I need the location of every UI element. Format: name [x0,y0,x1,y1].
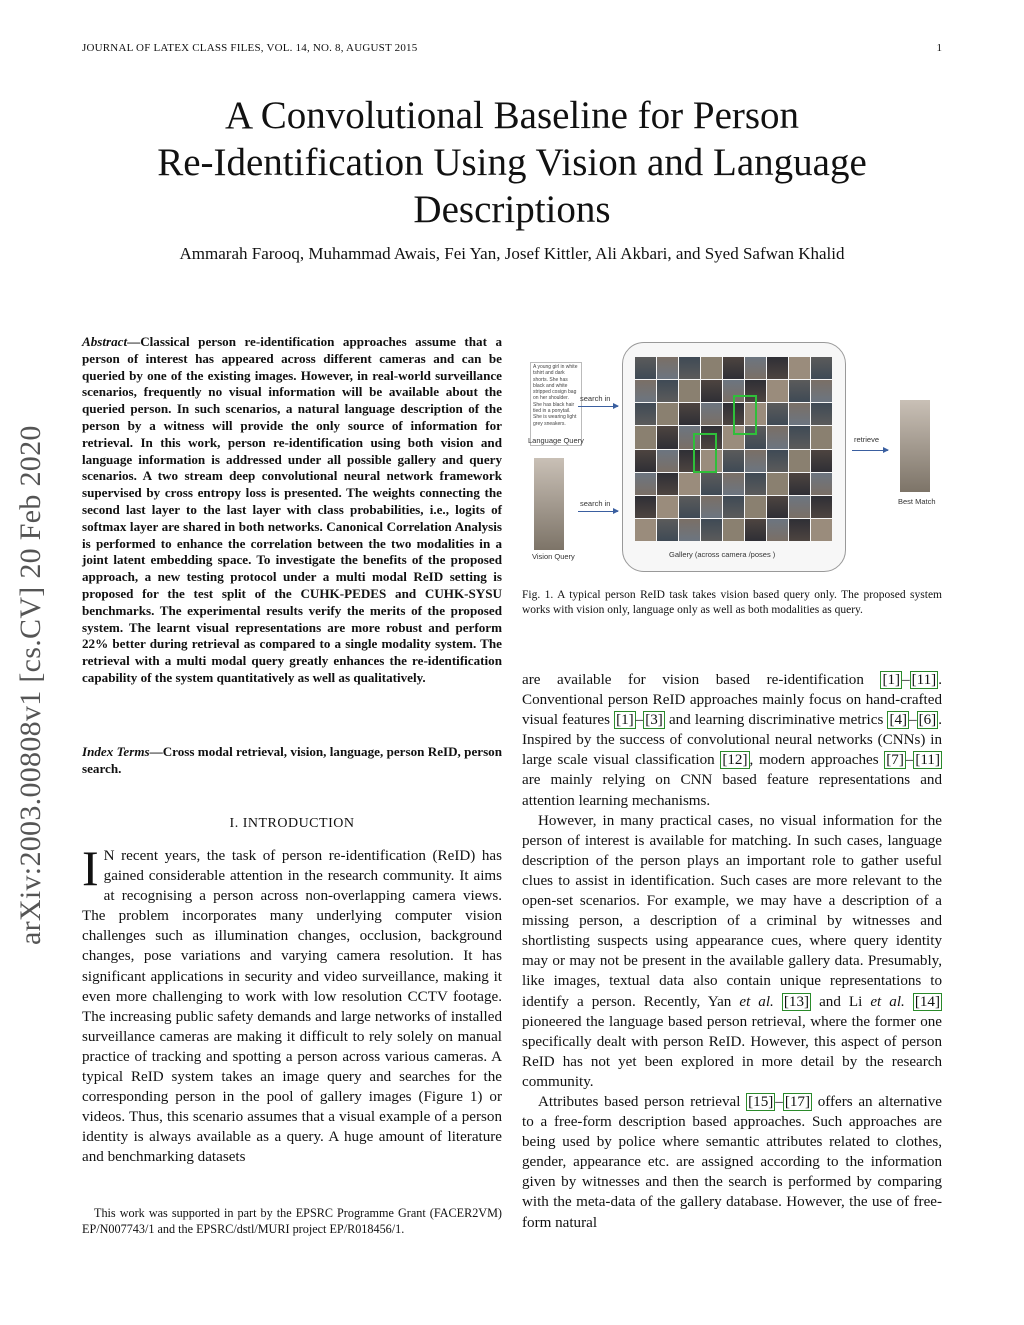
gallery-thumbnail [657,496,678,518]
vision-query-label: Vision Query [532,552,575,561]
gallery-thumbnail [701,403,722,425]
gallery-frame [622,342,846,572]
gallery-thumbnail [701,473,722,495]
text: and learning discriminative metrics [664,712,888,729]
gallery-thumbnail [679,496,700,518]
citation-link[interactable]: [1] [882,672,901,688]
figure-caption: Fig. 1. A typical person ReID task takes vision based query only. The proposed system works with vision only, language only as well as both modalities as query. [522,589,942,616]
citation-link[interactable]: [6] [918,712,937,729]
footnote [82,1206,502,1237]
gallery-thumbnail [679,403,700,425]
gallery-thumbnail [767,519,788,541]
gallery-thumbnail [789,403,810,425]
gallery-thumbnail [657,426,678,448]
gallery-thumbnail [767,450,788,472]
gallery-thumbnail [789,380,810,402]
citation-link[interactable]: [7] [886,752,904,769]
gallery-thumbnail [701,357,722,379]
abstract-text: —Classical person re-identification approaches assume that a person of interest has appeared across different cameras and can be queried by one of the existing images. However, in real-world surveillance scenarios, frequently no visual information will be available about the queried person. In such scenarios, a natural language description of the person by a witness will provide the only source of information for retrieval. In this work, person re-identification using both vision and language information is addressed under all possible gallery and query scenarios. A two stream deep convolutional neural network framework supervised by cross entropy loss is presented. The weights connecting the second last layer to the last layer with class probabilities, i.e., logits of softmax layer are shared in both networks. Canonical Correlation Analysis is performed to enhance the correlation between the two modalities in a joint latent embedding space. To investigate the benefits of the proposed approach, a new testing protocol under a multi modal ReID setting is proposed for the test split of the CUHK-PEDES and CUHK-SYSU benchmarks. The experimental results verify the merits of the proposed system. The learnt visual representations are more robust and perform 22% better during retrieval as compared to a single modality system. The retrieval with a multi modal query greatly enhances the re-identification capability of the system quantitatively as well as qualitatively. [82,334,502,685]
citation-link[interactable]: [15] [748,1093,774,1110]
gallery-thumbnail [745,496,766,518]
gallery-thumbnail [657,473,678,495]
citation-link[interactable]: [13] [783,993,810,1010]
text: However, in many practical cases, no visual information for the person of interest is available for matching. In such cases, language description of the person plays an important role to gather useful clues to assist in identification. Such cases are more relevant to the open-set scenarios. For example, we may have a description of a missing person, a description of a criminal by witnesses and shortlisting suspects using appearance cues, where query identity may or may not be present in the available gallery data. Presumably, like images, textual data also contain unique representations to identify a person. Recently, Yan [522,812,942,1010]
index-terms-label: Index Terms [82,744,150,759]
gallery-thumbnail [789,357,810,379]
citation-link[interactable]: [1] [616,712,634,729]
gallery-thumbnail [767,403,788,425]
page-number: 1 [936,42,942,54]
citation-link[interactable]: [3] [645,712,663,729]
gallery-thumbnail [679,519,700,541]
arxiv-stamp: arXiv:2003.00808v1 [cs.CV] 20 Feb 2020 [14,425,47,945]
gallery-thumbnail [635,450,656,472]
gallery-thumbnail [811,357,832,379]
gallery-thumbnail [679,473,700,495]
gallery-thumbnail [745,473,766,495]
gallery-thumbnail [701,519,722,541]
gallery-thumbnail [789,426,810,448]
gallery-thumbnail [679,357,700,379]
gallery-thumbnail [635,403,656,425]
title-line: Re-Identification Using Vision and Language [157,141,867,184]
gallery-thumbnail [657,450,678,472]
abstract [82,334,502,687]
gallery-thumbnail [723,357,744,379]
text: et al. [870,993,905,1010]
citation-link[interactable]: [14] [914,993,941,1010]
gallery-thumbnail [635,357,656,379]
search-in-label-top: search in [580,394,611,403]
citation-link[interactable]: [4] [889,712,908,729]
gallery-thumbnail [767,357,788,379]
gallery-thumbnail [657,380,678,402]
text: . Conventional person ReID approaches mainly focus on hand-crafted visual features [522,672,942,729]
text: . Inspired by the success of convolutional neural networks (CNNs) in large scale visual classification [522,712,942,769]
text: – [775,1093,783,1110]
language-query-label: Language Query [528,436,584,445]
drop-cap: I [82,840,99,896]
text: – [902,672,910,688]
paragraph [522,670,942,811]
text: are mainly relying on CNN based feature representations and attention learning mechanisms. [522,772,942,809]
text: – [635,712,644,729]
right-column-text [522,670,942,1233]
text: and Li [811,993,871,1010]
gallery-thumbnail [679,380,700,402]
gallery-thumbnail [635,519,656,541]
gallery-thumbnail [657,357,678,379]
text: pioneered the language based person retrieval, where the former one specifically dealt with person ReID. However, this aspect of person ReID has not yet been explored in more detail by the research community. [522,1013,942,1090]
citation-link[interactable]: [12] [722,752,748,769]
text: Attributes based person retrieval [538,1093,747,1110]
search-in-label-bottom: search in [580,499,611,508]
gallery-thumbnail [767,496,788,518]
match-highlight [693,433,717,473]
paper-title [80,92,944,233]
gallery-thumbnail [657,519,678,541]
text: – [905,752,914,769]
title-line: A Convolutional Baseline for Person [224,94,800,137]
citation-link[interactable]: [11] [911,672,937,688]
language-query-box: A young girl in white tshirt and dark shorts. She has black and white stripped cosign bag on her shoulder. She has black hair tied in a ponytail. She is wearing light grey sneakers. [530,362,582,446]
gallery-thumbnail [789,496,810,518]
paragraph [522,1092,942,1233]
intro-text: N recent years, the task of person re-identification (ReID) has gained considerable attention in the research community. It aims at recognising a person across non-overlapping camera views. The problem incorporates many underlying computer vision challenges such as illumination changes, occlusion, background changes, pose variations and varying camera resolution. It has significant applications in security and video surveillance, making it even more challenging to work with low resolution CCTV footage. The increasing public safety demands and large networks of installed surveillance cameras are making it difficult to rely solely on manual practice of tracking and spotting a person across various cameras. A typical ReID system takes an image query and searches for the corresponding person in the pool of gallery images (Figure 1) or videos. Thus, this scenario assumes that a visual example of a person identity is always available as a query. A huge amount of literature and benchmarking datasets [82,848,502,1166]
arrow-right-icon [578,406,618,407]
citation-link[interactable]: [11] [915,752,940,769]
gallery-thumbnail [811,473,832,495]
gallery-thumbnail [723,473,744,495]
gallery-thumbnail [811,519,832,541]
arrow-right-icon [578,511,618,512]
running-header: JOURNAL OF LATEX CLASS FILES, VOL. 14, NO. 8, AUGUST 2015 [82,42,418,54]
gallery-thumbnail [635,496,656,518]
best-match-image [900,400,930,492]
gallery-thumbnail [789,519,810,541]
title-line: Descriptions [413,188,611,231]
text: are available for vision based re-identification [522,672,881,688]
index-terms-text: —Cross modal retrieval, vision, language, person ReID, person search. [82,744,502,776]
text: , modern approaches [749,752,885,769]
gallery-thumbnail [745,450,766,472]
match-highlight [733,395,757,435]
gallery-thumbnail [723,450,744,472]
vision-query-image [534,458,564,550]
text: offers an alternative to a free-form description based approaches. Such approaches are being used by police where semantic attributes related to clothes, gender, appearance etc. are assigned according to the information given by witnesses and then the search is performed by comparing with the meta-data of the gallery database. However, the use of free-form natural [522,1093,942,1231]
gallery-thumbnail [811,496,832,518]
gallery-thumbnail [767,426,788,448]
intro-paragraph [82,840,502,1168]
paragraph [522,811,942,1092]
gallery-thumbnail [789,473,810,495]
abstract-label: Abstract [82,334,128,349]
gallery-thumbnail [701,380,722,402]
gallery-label: Gallery (across camera /poses ) [669,550,776,559]
retrieve-label: retrieve [854,435,880,444]
gallery-thumbnail [657,403,678,425]
gallery-thumbnail [811,403,832,425]
figure-1 [522,340,942,572]
arrow-right-icon [852,450,888,451]
footnote-text: This work was supported in part by the EPSRC Programme Grant (FACER2VM) EP/N007743/1 and the EPSRC/dstl/MURI project EP/R018456/1. [82,1206,502,1236]
gallery-thumbnail [723,496,744,518]
gallery-thumbnail [635,473,656,495]
citation-link[interactable]: [17] [784,1093,810,1110]
gallery-thumbnail [745,357,766,379]
best-match-label: Best Match [898,497,936,506]
index-terms [82,744,502,778]
gallery-thumbnail [811,380,832,402]
text: – [909,712,917,729]
gallery-thumbnail [767,473,788,495]
gallery-grid [635,357,832,541]
section-heading: I. INTRODUCTION [229,816,355,831]
author-list: Ammarah Farooq, Muhammad Awais, Fei Yan, Josef Kittler, Ali Akbari, and Syed Safwan Khalid [179,244,845,263]
gallery-thumbnail [745,519,766,541]
gallery-thumbnail [635,426,656,448]
gallery-thumbnail [723,519,744,541]
gallery-thumbnail [789,450,810,472]
gallery-thumbnail [767,380,788,402]
gallery-thumbnail [811,450,832,472]
gallery-thumbnail [701,496,722,518]
text: et al. [739,993,774,1010]
gallery-thumbnail [811,426,832,448]
gallery-thumbnail [635,380,656,402]
